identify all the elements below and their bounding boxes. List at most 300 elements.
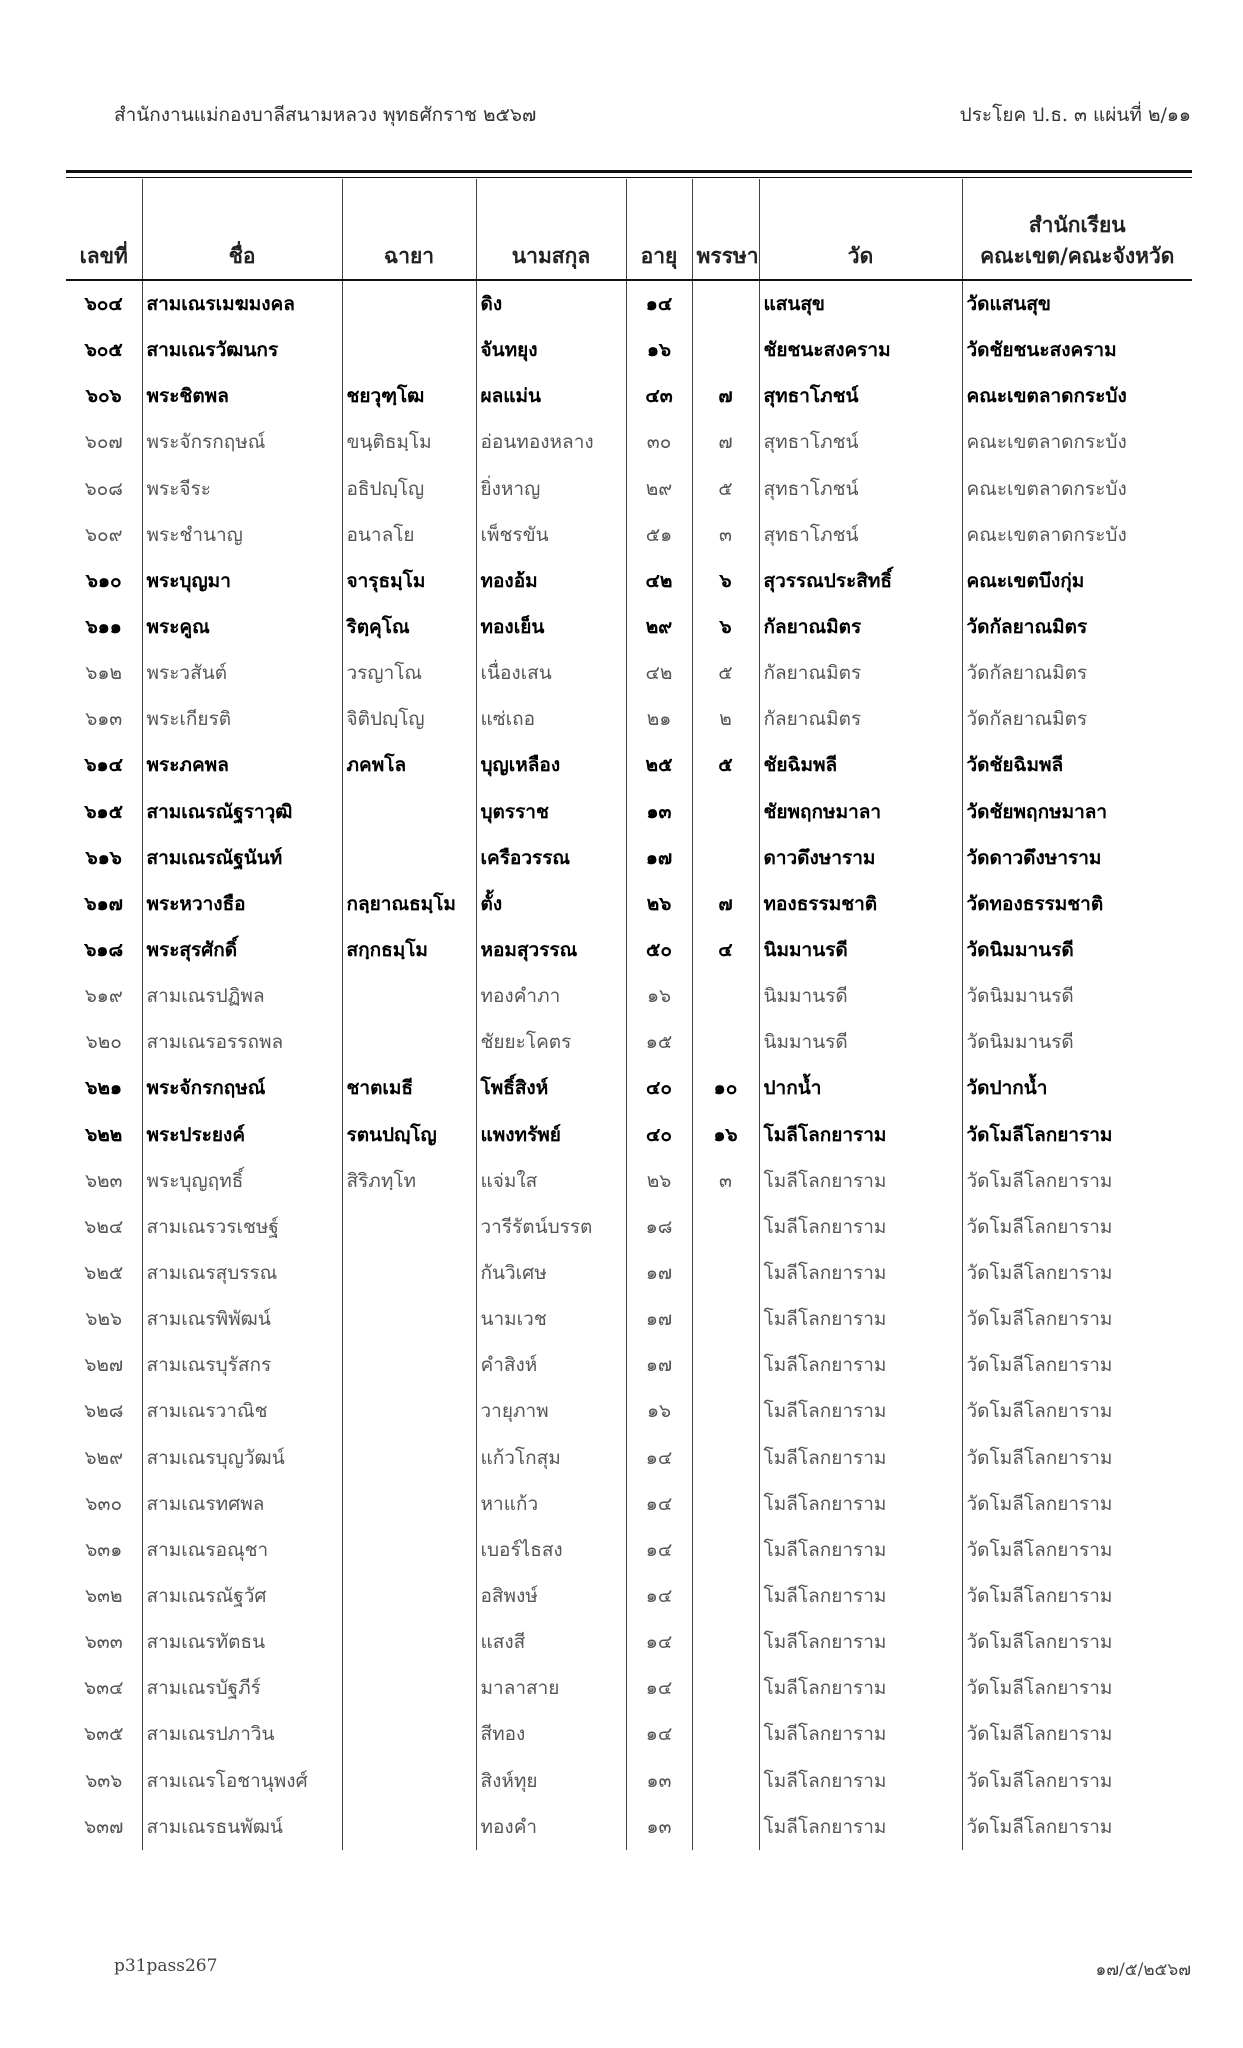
cell-office: คณะเขตลาดกระบัง (962, 373, 1192, 419)
cell-name: สามเณรทศพล (142, 1481, 342, 1527)
header-office-title: สำนักงานแม่กองบาลีสนามหลวง พุทธศักราช ๒๕๖๗ (114, 104, 537, 126)
cell-surname: แสงสี (476, 1619, 626, 1665)
cell-surname: แพงทรัพย์ (476, 1112, 626, 1158)
cell-surname: วารีรัตน์บรรต (476, 1204, 626, 1250)
cell-vassa (692, 1481, 759, 1527)
cell-name: สามเณรบุรัสกร (142, 1342, 342, 1388)
cell-wat: โมลีโลกยาราม (759, 1435, 962, 1481)
cell-age: ๑๖ (626, 1388, 692, 1434)
cell-office: วัดแสนสุข (962, 280, 1192, 327)
cell-wat: กัลยาณมิตร (759, 604, 962, 650)
cell-number: ๖๑๔ (84, 754, 123, 777)
cell-ordination-name (342, 1296, 476, 1342)
cell-office: วัดชัยพฤกษมาลา (962, 789, 1192, 835)
table-row (66, 1158, 1192, 1204)
cell-ordination-name: วรญาโณ (342, 650, 476, 696)
cell-age: ๑๕ (626, 1019, 692, 1065)
cell-name: พระบุญมา (142, 558, 342, 604)
cell-office: วัดโมลีโลกยาราม (962, 1342, 1192, 1388)
table-row (66, 466, 1192, 512)
cell-ordination-name (342, 1250, 476, 1296)
table-row (66, 1250, 1192, 1296)
cell-office: วัดโมลีโลกยาราม (962, 1158, 1192, 1204)
cell-age: ๑๔ (626, 1435, 692, 1481)
cell-wat: โมลีโลกยาราม (759, 1711, 962, 1757)
cell-office: วัดนิมมานรดี (962, 973, 1192, 1019)
column-header-surname: นามสกุล (476, 179, 626, 280)
cell-vassa (692, 1665, 759, 1711)
cell-vassa (692, 1204, 759, 1250)
cell-name: พระสุรศักดิ์ (142, 927, 342, 973)
cell-surname: ทองเย็น (476, 604, 626, 650)
cell-surname: เพ็ชรขัน (476, 512, 626, 558)
table-row (66, 742, 1192, 788)
cell-age: ๑๓ (626, 789, 692, 835)
cell-wat: กัลยาณมิตร (759, 696, 962, 742)
cell-name: พระจีระ (142, 466, 342, 512)
cell-office: วัดชัยฉิมพลี (962, 742, 1192, 788)
table-row (66, 835, 1192, 881)
cell-surname: ทองอ้ม (476, 558, 626, 604)
cell-ordination-name (342, 1527, 476, 1573)
cell-name: สามเณรวาณิช (142, 1388, 342, 1434)
header-rule-thick (66, 170, 1192, 173)
cell-office: วัดชัยชนะสงคราม (962, 327, 1192, 373)
table-row (66, 604, 1192, 650)
cell-name: สามเณรธนพัฒน์ (142, 1804, 342, 1850)
cell-name: สามเณรอณุชา (142, 1527, 342, 1573)
cell-age: ๔๐ (626, 1112, 692, 1158)
cell-number: ๖๓๕ (84, 1723, 124, 1746)
cell-name: สามเณรวัฒนกร (142, 327, 342, 373)
cell-vassa: ๓ (692, 1158, 759, 1204)
cell-wat: แสนสุข (759, 280, 962, 327)
cell-office: วัดโมลีโลกยาราม (962, 1435, 1192, 1481)
cell-vassa: ๕ (692, 650, 759, 696)
cell-number: ๖๓๒ (84, 1585, 123, 1607)
cell-number: ๖๒๒ (85, 1123, 123, 1146)
cell-office: วัดโมลีโลกยาราม (962, 1388, 1192, 1434)
cell-number: ๖๓๐ (85, 1492, 123, 1515)
cell-surname: คำสิงห์ (476, 1342, 626, 1388)
cell-ordination-name: ริตฺคุโณ (342, 604, 476, 650)
cell-vassa: ๒ (692, 696, 759, 742)
cell-age: ๑๗ (626, 1250, 692, 1296)
cell-surname: ทองคำ (476, 1804, 626, 1850)
cell-number: ๖๑๓ (85, 708, 123, 731)
cell-age: ๑๗ (626, 835, 692, 881)
cell-vassa (692, 1250, 759, 1296)
table-row (66, 927, 1192, 973)
cell-wat: ชัยพฤกษมาลา (759, 789, 962, 835)
cell-office: วัดโมลีโลกยาราม (962, 1804, 1192, 1850)
cell-office: วัดกัลยาณมิตร (962, 650, 1192, 696)
cell-number: ๖๐๖ (85, 385, 122, 408)
cell-age: ๒๕ (626, 742, 692, 788)
cell-ordination-name (342, 789, 476, 835)
cell-surname: ตั้ง (476, 881, 626, 927)
cell-age: ๒๖ (626, 1158, 692, 1204)
table-row (66, 789, 1192, 835)
cell-wat: โมลีโลกยาราม (759, 1665, 962, 1711)
header-rule-thin (66, 177, 1192, 178)
column-header-age: อายุ (626, 179, 692, 280)
cell-name: พระจักรกฤษณ์ (142, 1065, 342, 1111)
cell-ordination-name (342, 1204, 476, 1250)
cell-number: ๖๒๗ (84, 1354, 124, 1377)
column-header-number: เลขที่ (66, 179, 142, 280)
cell-number: ๖๒๙ (84, 1446, 123, 1469)
cell-vassa: ๖ (692, 558, 759, 604)
cell-number: ๖๓๔ (84, 1677, 124, 1700)
cell-name: สามเณรโอชานุพงศ์ (142, 1758, 342, 1804)
cell-number: ๖๑๖ (85, 846, 122, 869)
cell-office: วัดทองธรรมชาติ (962, 881, 1192, 927)
cell-vassa: ๗ (692, 419, 759, 465)
cell-surname: บุตรราช (476, 789, 626, 835)
cell-ordination-name (342, 835, 476, 881)
table-row (66, 1435, 1192, 1481)
cell-vassa: ๖ (692, 604, 759, 650)
cell-wat: โมลีโลกยาราม (759, 1204, 962, 1250)
cell-wat: ปากน้ำ (759, 1065, 962, 1111)
cell-number: ๖๒๑ (85, 1077, 123, 1100)
cell-age: ๑๔ (626, 1481, 692, 1527)
cell-age: ๔๒ (626, 650, 692, 696)
cell-wat: ชัยชนะสงคราม (759, 327, 962, 373)
cell-age: ๑๗ (626, 1296, 692, 1342)
cell-surname: เครือวรรณ (476, 835, 626, 881)
cell-office: วัดโมลีโลกยาราม (962, 1758, 1192, 1804)
cell-office: วัดโมลีโลกยาราม (962, 1204, 1192, 1250)
cell-name: พระชำนาญ (142, 512, 342, 558)
cell-surname: แซ่เถอ (476, 696, 626, 742)
cell-wat: นิมมานรดี (759, 1019, 962, 1065)
cell-wat: ดาวดึงษาราม (759, 835, 962, 881)
cell-surname: ชัยยะโคตร (476, 1019, 626, 1065)
cell-number: ๖๑๑ (85, 616, 122, 639)
table-row (66, 650, 1192, 696)
cell-wat: โมลีโลกยาราม (759, 1758, 962, 1804)
cell-office: วัดโมลีโลกยาราม (962, 1296, 1192, 1342)
cell-wat: โมลีโลกยาราม (759, 1481, 962, 1527)
cell-vassa (692, 1435, 759, 1481)
cell-surname: บุญเหลือง (476, 742, 626, 788)
cell-name: สามเณรณัฐวัศ (142, 1573, 342, 1619)
cell-ordination-name: ขนฺติธมฺโม (342, 419, 476, 465)
cell-number: ๖๓๑ (85, 1538, 123, 1561)
cell-name: สามเณรสุบรรณ (142, 1250, 342, 1296)
cell-age: ๑๔ (626, 1665, 692, 1711)
cell-surname: นามเวช (476, 1296, 626, 1342)
cell-name: สามเณรทัตธน (142, 1619, 342, 1665)
table-row (66, 1296, 1192, 1342)
cell-ordination-name: จิติปญฺโญ (342, 696, 476, 742)
cell-office: วัดกัลยาณมิตร (962, 696, 1192, 742)
cell-surname: ยิ่งหาญ (476, 466, 626, 512)
cell-age: ๔๐ (626, 1065, 692, 1111)
cell-office: วัดโมลีโลกยาราม (962, 1711, 1192, 1757)
cell-age: ๒๙ (626, 466, 692, 512)
cell-vassa (692, 327, 759, 373)
cell-wat: กัลยาณมิตร (759, 650, 962, 696)
cell-surname: วายุภาพ (476, 1388, 626, 1434)
cell-name: สามเณรณัฐราวุฒิ (142, 789, 342, 835)
cell-vassa: ๕ (692, 466, 759, 512)
table-row (66, 419, 1192, 465)
cell-age: ๑๔ (626, 280, 692, 327)
table-row (66, 558, 1192, 604)
cell-name: สามเณรเมฆมงคล (142, 280, 342, 327)
table-row (66, 1619, 1192, 1665)
cell-vassa: ๑๖ (692, 1112, 759, 1158)
table-row (66, 696, 1192, 742)
cell-surname: อสิพงษ์ (476, 1573, 626, 1619)
cell-age: ๑๔ (626, 1711, 692, 1757)
cell-vassa (692, 1758, 759, 1804)
cell-surname: หอมสุวรรณ (476, 927, 626, 973)
cell-name: พระประยงค์ (142, 1112, 342, 1158)
cell-ordination-name (342, 1804, 476, 1850)
table-row (66, 1388, 1192, 1434)
cell-office: วัดโมลีโลกยาราม (962, 1619, 1192, 1665)
cell-vassa (692, 1019, 759, 1065)
cell-ordination-name: กลฺยาณธมฺโม (342, 881, 476, 927)
cell-wat: สุวรรณประสิทธิ์ (759, 558, 962, 604)
cell-vassa: ๓ (692, 512, 759, 558)
table-row (66, 1065, 1192, 1111)
cell-ordination-name (342, 973, 476, 1019)
cell-age: ๕๑ (626, 512, 692, 558)
cell-surname: อ่อนทองหลาง (476, 419, 626, 465)
cell-vassa (692, 789, 759, 835)
cell-name: สามเณรอรรถพล (142, 1019, 342, 1065)
cell-vassa (692, 973, 759, 1019)
cell-office: วัดนิมมานรดี (962, 927, 1192, 973)
cell-wat: โมลีโลกยาราม (759, 1804, 962, 1850)
cell-office: คณะเขตลาดกระบัง (962, 419, 1192, 465)
cell-vassa (692, 1573, 759, 1619)
cell-office: คณะเขตลาดกระบัง (962, 512, 1192, 558)
cell-number: ๖๐๔ (84, 293, 123, 316)
cell-age: ๕๐ (626, 927, 692, 973)
cell-ordination-name (342, 1481, 476, 1527)
column-header-office (962, 179, 1192, 280)
cell-vassa: ๗ (692, 881, 759, 927)
column-header-vassa: พรรษา (692, 179, 759, 280)
cell-age: ๔๒ (626, 558, 692, 604)
cell-number: ๖๐๘ (84, 477, 123, 500)
table-row (66, 1204, 1192, 1250)
cell-ordination-name: จารุธมฺโม (342, 558, 476, 604)
cell-age: ๑๘ (626, 1204, 692, 1250)
table-row (66, 1573, 1192, 1619)
cell-vassa (692, 1619, 759, 1665)
cell-number: ๖๒๓ (84, 1169, 123, 1192)
table-row (66, 1665, 1192, 1711)
table-row (66, 1019, 1192, 1065)
column-header-ordination-name: ฉายา (342, 179, 476, 280)
cell-age: ๑๖ (626, 973, 692, 1019)
cell-wat: โมลีโลกยาราม (759, 1388, 962, 1434)
cell-vassa: ๔ (692, 927, 759, 973)
header-sheet-info: ประโยค ป.ธ. ๓ แผ่นที่ ๒/๑๑ (959, 104, 1191, 126)
cell-number: ๖๐๗ (84, 431, 123, 454)
cell-name: พระเกียรติ (142, 696, 342, 742)
table-header-row (66, 179, 1192, 280)
cell-name: สามเณรบุญวัฒน์ (142, 1435, 342, 1481)
cell-surname: โพธิ์สิงห์ (476, 1065, 626, 1111)
cell-wat: โมลีโลกยาราม (759, 1619, 962, 1665)
cell-office: วัดโมลีโลกยาราม (962, 1573, 1192, 1619)
cell-office: วัดโมลีโลกยาราม (962, 1250, 1192, 1296)
cell-number: ๖๓๗ (84, 1815, 124, 1838)
cell-surname: สีทอง (476, 1711, 626, 1757)
cell-ordination-name: ชาตเมธี (342, 1065, 476, 1111)
page-header (114, 100, 1191, 130)
results-table (66, 179, 1192, 1850)
cell-name: พระบุญฤทธิ์ (142, 1158, 342, 1204)
cell-surname: แก้วโกสุม (476, 1435, 626, 1481)
cell-office: วัดดาวดึงษาราม (962, 835, 1192, 881)
cell-vassa: ๑๐ (692, 1065, 759, 1111)
cell-office: วัดนิมมานรดี (962, 1019, 1192, 1065)
cell-surname: หาแก้ว (476, 1481, 626, 1527)
cell-office: วัดกัลยาณมิตร (962, 604, 1192, 650)
cell-ordination-name: ภคพโล (342, 742, 476, 788)
table-row (66, 512, 1192, 558)
cell-office: วัดโมลีโลกยาราม (962, 1527, 1192, 1573)
cell-ordination-name: ชยวุฑฺโฒ (342, 373, 476, 419)
cell-wat: โมลีโลกยาราม (759, 1527, 962, 1573)
cell-ordination-name: รตนปญฺโญ (342, 1112, 476, 1158)
column-header-office-line1: สำนักเรียน (1028, 212, 1126, 238)
cell-name: สามเณรปภาวิน (142, 1711, 342, 1757)
cell-wat: สุทธาโภชน์ (759, 512, 962, 558)
cell-surname: ผลแม่น (476, 373, 626, 419)
cell-age: ๑๓ (626, 1758, 692, 1804)
cell-surname: มาลาสาย (476, 1665, 626, 1711)
cell-wat: ทองธรรมชาติ (759, 881, 962, 927)
cell-surname: สิงห์ทุย (476, 1758, 626, 1804)
cell-ordination-name: สิริภทฺโท (342, 1158, 476, 1204)
cell-office: คณะเขตบึงกุ่ม (962, 558, 1192, 604)
cell-wat: สุทธาโภชน์ (759, 466, 962, 512)
table-body (66, 280, 1192, 1850)
cell-name: สามเณรพิพัฒน์ (142, 1296, 342, 1342)
cell-name: พระวสันต์ (142, 650, 342, 696)
cell-office: วัดปากน้ำ (962, 1065, 1192, 1111)
cell-surname: ทองคำภา (476, 973, 626, 1019)
cell-wat: โมลีโลกยาราม (759, 1250, 962, 1296)
cell-surname: เบอร์ไธสง (476, 1527, 626, 1573)
cell-ordination-name (342, 1019, 476, 1065)
cell-office: วัดโมลีโลกยาราม (962, 1481, 1192, 1527)
cell-age: ๑๔ (626, 1527, 692, 1573)
cell-wat: โมลีโลกยาราม (759, 1573, 962, 1619)
table-row (66, 881, 1192, 927)
page-footer (114, 1956, 1191, 1983)
cell-name: พระจักรกฤษณ์ (142, 419, 342, 465)
cell-wat: โมลีโลกยาราม (759, 1296, 962, 1342)
cell-ordination-name (342, 1342, 476, 1388)
cell-vassa: ๕ (692, 742, 759, 788)
table-row (66, 1758, 1192, 1804)
cell-number: ๖๑๘ (84, 939, 124, 962)
cell-vassa (692, 1296, 759, 1342)
cell-surname: กันวิเศษ (476, 1250, 626, 1296)
cell-wat: ชัยฉิมพลี (759, 742, 962, 788)
cell-age: ๓๐ (626, 419, 692, 465)
cell-wat: นิมมานรดี (759, 973, 962, 1019)
cell-ordination-name: อนาลโย (342, 512, 476, 558)
cell-age: ๑๗ (626, 1342, 692, 1388)
cell-name: สามเณรวรเชษฐ์ (142, 1204, 342, 1250)
cell-name: พระหวางธือ (142, 881, 342, 927)
cell-vassa (692, 1342, 759, 1388)
cell-number: ๖๑๙ (84, 985, 123, 1008)
cell-vassa (692, 1527, 759, 1573)
column-header-wat: วัด (759, 179, 962, 280)
cell-name: สามเณรบัฐภีร์ (142, 1665, 342, 1711)
cell-number: ๖๒๖ (85, 1308, 123, 1331)
cell-number: ๖๑๒ (85, 662, 123, 685)
cell-age: ๑๓ (626, 1804, 692, 1850)
cell-vassa (692, 1711, 759, 1757)
column-header-name: ชื่อ (142, 179, 342, 280)
cell-age: ๒๖ (626, 881, 692, 927)
cell-vassa (692, 835, 759, 881)
cell-number: ๖๒๐ (85, 1031, 122, 1054)
cell-ordination-name: อธิปญฺโญ (342, 466, 476, 512)
table-row (66, 1527, 1192, 1573)
table-row (66, 1112, 1192, 1158)
cell-number: ๖๓๖ (85, 1769, 123, 1792)
cell-wat: สุทธาโภชน์ (759, 373, 962, 419)
cell-name: พระชิตพล (142, 373, 342, 419)
cell-wat: สุทธาโภชน์ (759, 419, 962, 465)
cell-ordination-name (342, 1758, 476, 1804)
cell-ordination-name (342, 280, 476, 327)
cell-number: ๖๑๐ (85, 569, 122, 592)
cell-office: วัดโมลีโลกยาราม (962, 1665, 1192, 1711)
table-row (66, 973, 1192, 1019)
cell-office: วัดโมลีโลกยาราม (962, 1112, 1192, 1158)
cell-ordination-name (342, 1388, 476, 1434)
cell-ordination-name (342, 1435, 476, 1481)
cell-age: ๑๖ (626, 327, 692, 373)
cell-ordination-name: สกฺกธมฺโม (342, 927, 476, 973)
cell-vassa (692, 280, 759, 327)
cell-number: ๖๒๘ (84, 1400, 124, 1423)
cell-vassa: ๗ (692, 373, 759, 419)
cell-age: ๑๔ (626, 1573, 692, 1619)
cell-name: พระภคพล (142, 742, 342, 788)
footer-file-code: p31pass267 (114, 1956, 218, 1976)
table-row (66, 327, 1192, 373)
cell-ordination-name (342, 1619, 476, 1665)
cell-vassa (692, 1388, 759, 1434)
cell-number: ๖๐๙ (84, 523, 123, 546)
table-row (66, 1711, 1192, 1757)
cell-name: พระคูณ (142, 604, 342, 650)
table-row (66, 1481, 1192, 1527)
cell-age: ๑๔ (626, 1619, 692, 1665)
cell-number: ๖๒๔ (84, 1215, 124, 1238)
cell-number: ๖๑๕ (84, 800, 123, 823)
cell-number: ๖๑๗ (84, 892, 123, 915)
table-row (66, 280, 1192, 327)
